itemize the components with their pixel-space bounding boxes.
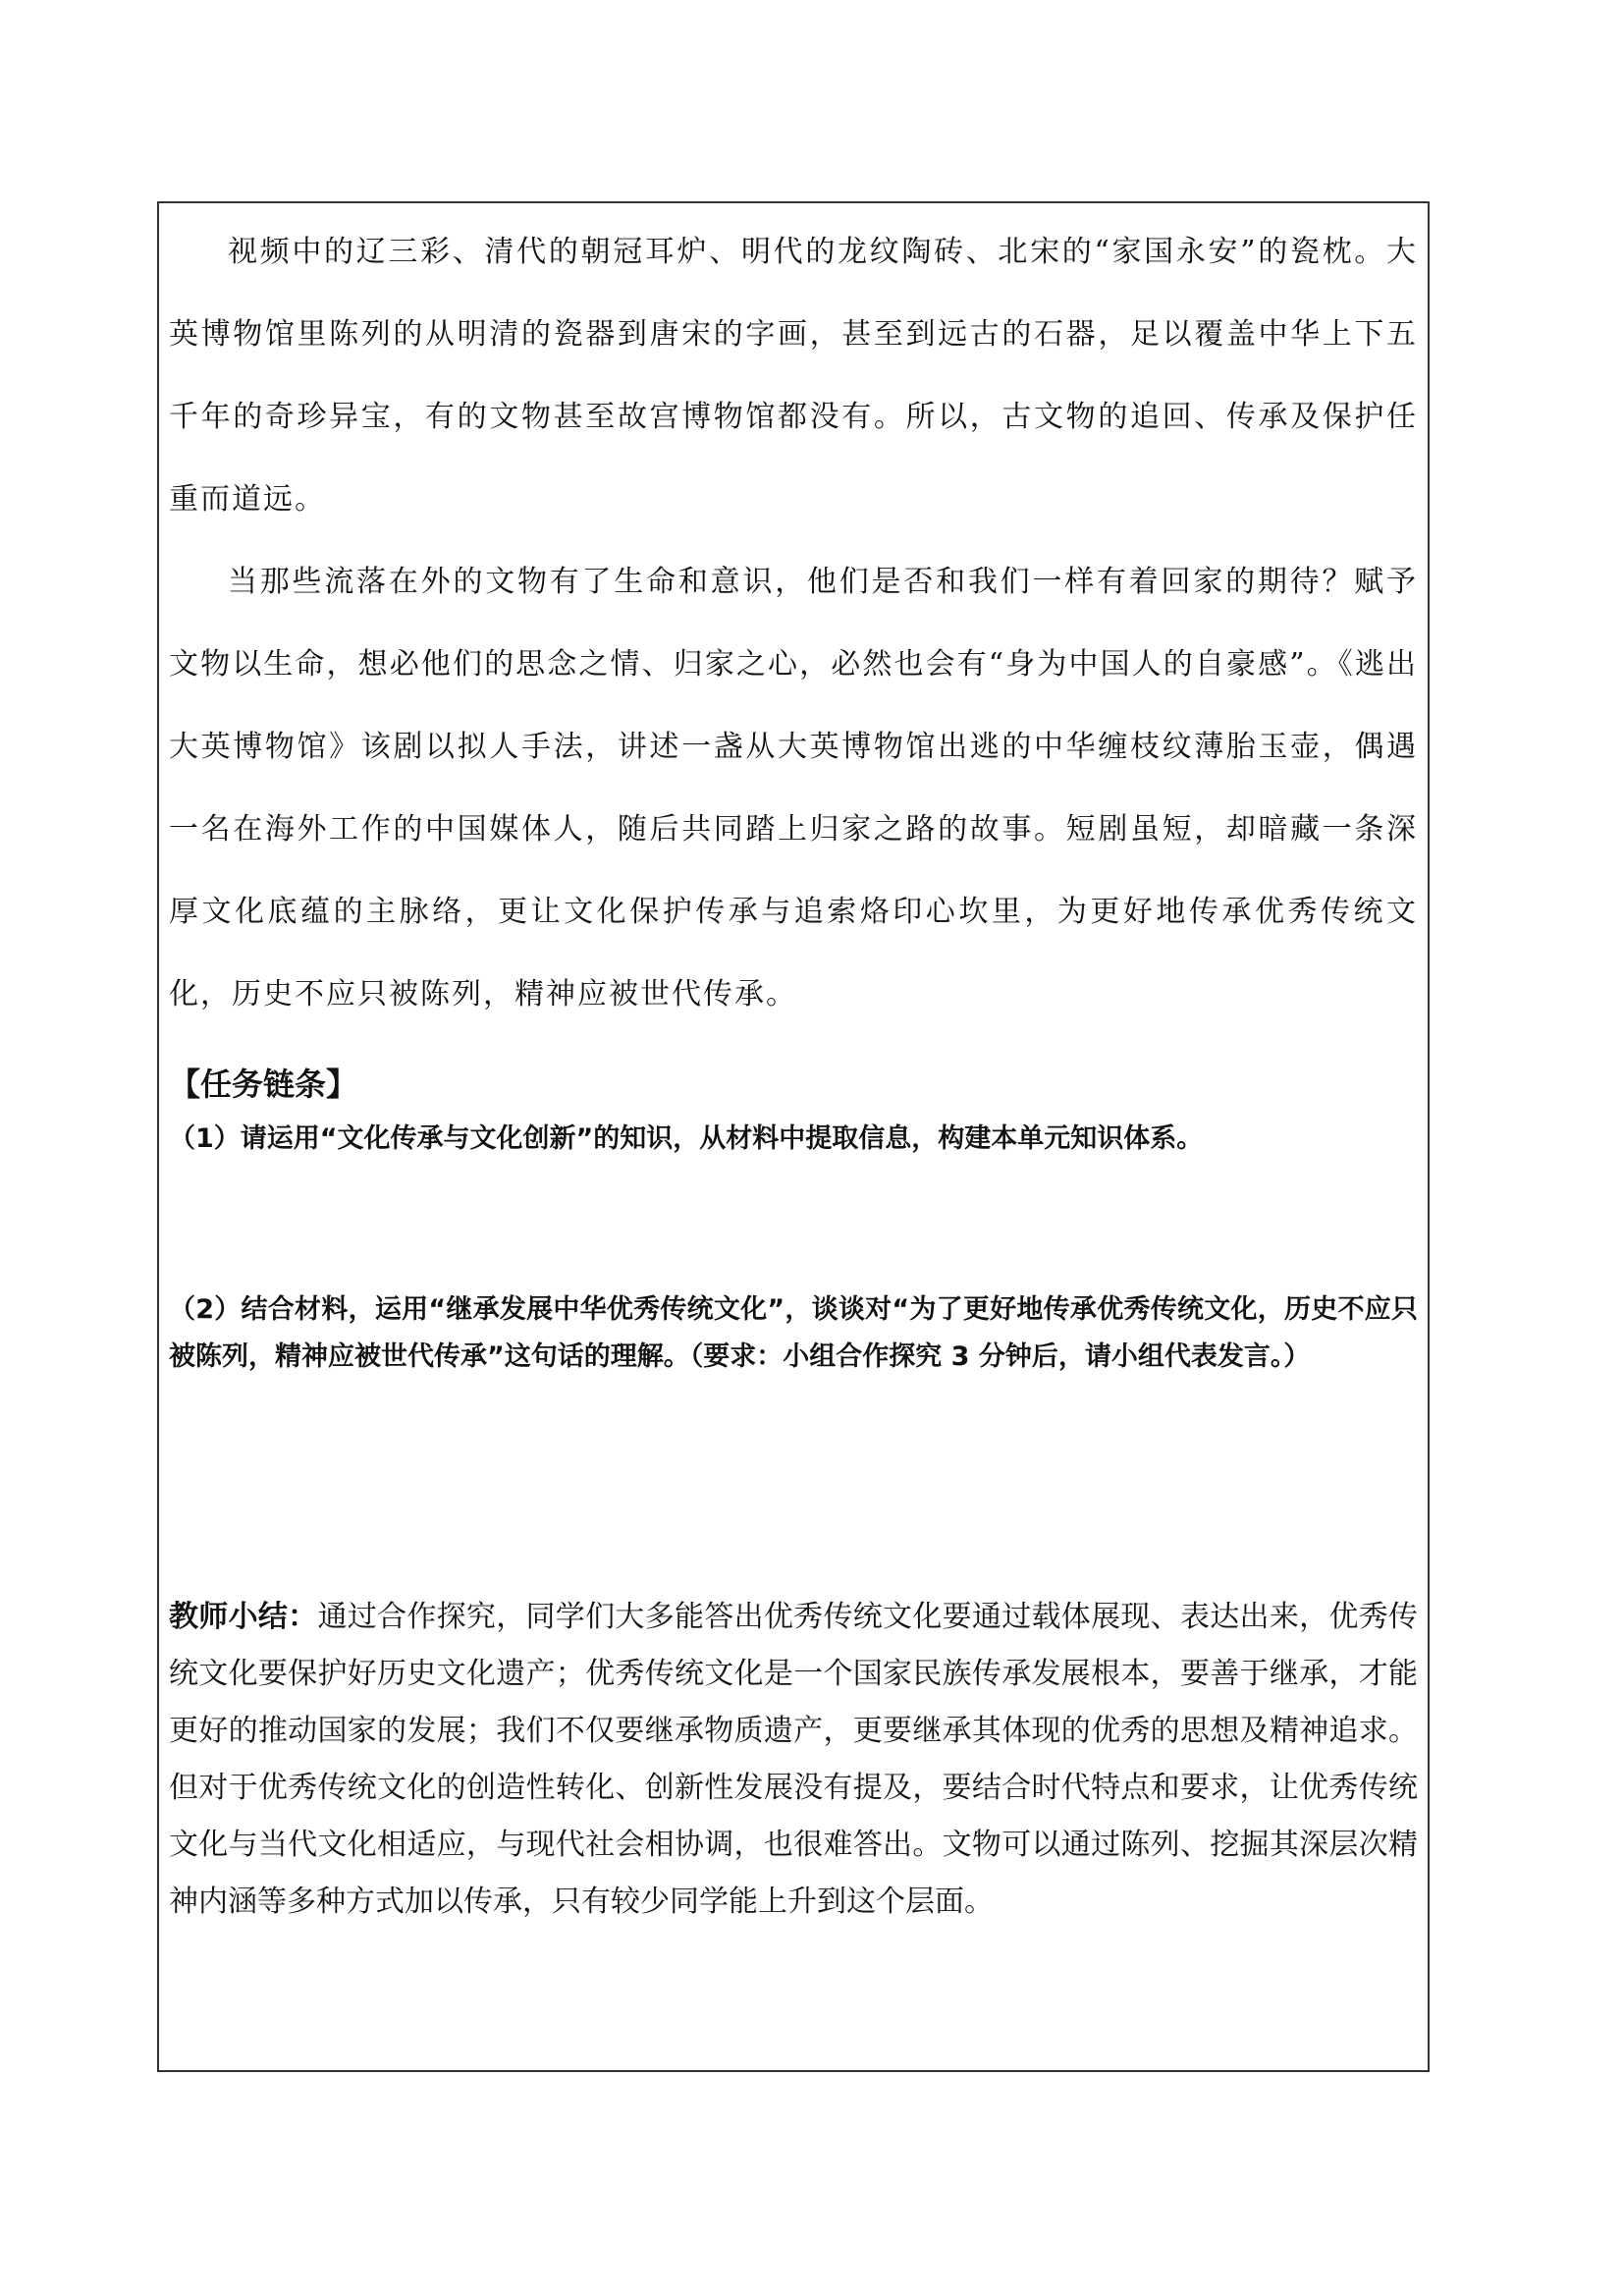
teacher-summary-label: 教师小结： [169,1600,318,1634]
task-chain-section [169,1059,1418,1381]
material-paragraph-1: 视频中的辽三彩、清代的朝冠耳炉、明代的龙纹陶砖、北宋的“家国永安”的瓷枕。大英博物馆里陈列的从明清的瓷器到唐宋的字画，甚至到远古的石器，足以覆盖中华上下五千年的奇珍异宝，有的文物甚至故宫博物馆都没有。所以，古文物的追回、传承及保护任重而道远。 [169,235,1418,517]
question-2: （2）结合材料，运用“继承发展中华优秀传统文化”，谈谈对“为了更好地传承优秀传统文化，历史不应只被陈列，精神应被世代传承”这句话的理解。（要求：小组合作探究 3 分钟后，请小组代表发言。） [169,1294,1418,1372]
teacher-summary [169,1589,1418,1931]
material-section [169,211,1418,1036]
teacher-summary-text: 通过合作探究，同学们大多能答出优秀传统文化要通过载体展现、表达出来，优秀传统文化要保护好历史文化遗产；优秀传统文化是一个国家民族传承发展根本，要善于继承，才能更好的推动国家的发展；我们不仅要继承物质遗产，更要继承其体现的优秀的思想及精神追求。但对于优秀传统文化的创造性转化、创新性发展没有提及，要结合时代特点和要求，让优秀传统文化与当代文化相适应，与现代社会相协调，也很难答出。文物可以通过陈列、挖掘其深层次精神内涵等多种方式加以传承，只有较少同学能上升到这个层面。 [169,1600,1419,1919]
material-paragraph-2: 当那些流落在外的文物有了生命和意识，他们是否和我们一样有着回家的期待？赋予文物以生命，想必他们的思念之情、归家之心，必然也会有“身为中国人的自豪感”。《逃出大英博物馆》该剧以拟人手法，讲述一盏从大英博物馆出逃的中华缠枝纹薄胎玉壶，偶遇一名在海外工作的中国媒体人，随后共同踏上归家之路的故事。短剧虽短，却暗藏一条深厚文化底蕴的主脉络，更让文化保护传承与追索烙印心坎里，为更好地传承优秀传统文化，历史不应只被陈列，精神应被世代传承。 [169,565,1418,1011]
task-chain-heading: 【任务链条】 [169,1066,358,1103]
question-1: （1）请运用“文化传承与文化创新”的知识，从材料中提取信息，构建本单元知识体系。 [169,1123,1204,1154]
